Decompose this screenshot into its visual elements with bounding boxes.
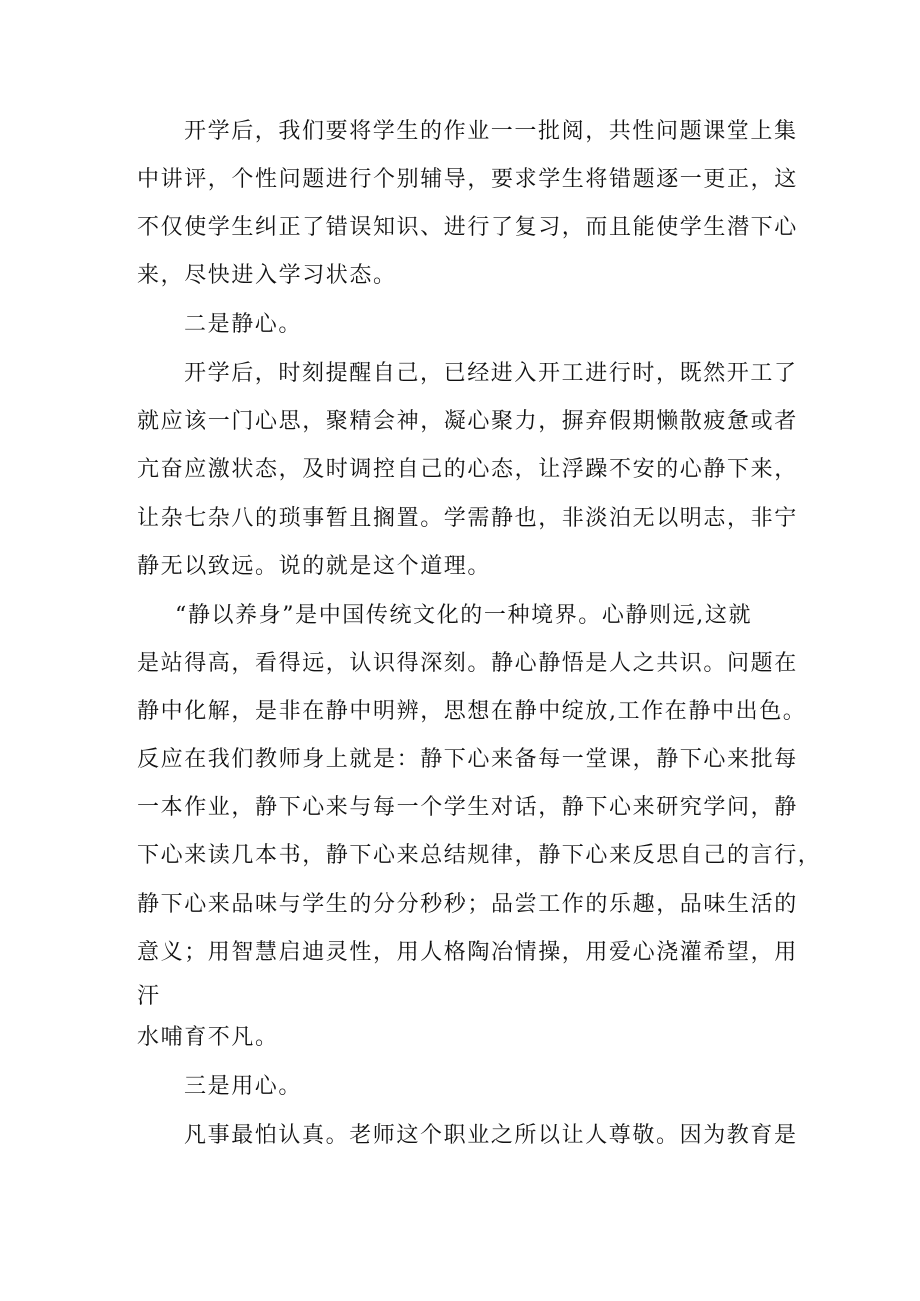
- paragraph-3-line-8: 意义；用智慧启迪灵性，用人格陶冶情操，用爱心浇灌希望，用: [137, 940, 798, 965]
- paragraph-2-line-3: 亢奋应激状态，及时调控自己的心态，让浮躁不安的心静下来，: [137, 457, 798, 482]
- section-heading-yongxin: 三是用心。: [184, 1074, 303, 1099]
- section-heading-jingxin: 二是静心。: [184, 312, 303, 337]
- paragraph-1-line-4: 来，尽快进入学习状态。: [137, 263, 397, 288]
- paragraph-1-line-1: 开学后，我们要将学生的作业一一批阅，共性问题课堂上集: [184, 119, 798, 144]
- paragraph-1-line-2: 中讲评，个性问题进行个别辅导，要求学生将错题逐一更正，这: [137, 167, 798, 192]
- paragraph-3-line-1: “静以养身”是中国传统文化的一种境界。心静则远,这就: [175, 603, 753, 628]
- paragraph-1-line-3: 不仅使学生纠正了错误知识、进行了复习，而且能使学生潜下心: [137, 215, 798, 240]
- paragraph-2-line-4: 让杂七杂八的琐事暂且搁置。学需静也，非淡泊无以明志，非宁: [137, 506, 798, 531]
- paragraph-3-line-6: 下心来读几本书，静下心来总结规律，静下心来反思自己的言行，: [137, 843, 822, 868]
- paragraph-2-line-1: 开学后，时刻提醒自己，已经进入开工进行时，既然开工了: [184, 361, 798, 386]
- paragraph-3-line-5: 一本作业，静下心来与每一个学生对话，静下心来研究学问，静: [137, 795, 798, 820]
- paragraph-2-line-5: 静无以致远。说的就是这个道理。: [137, 554, 492, 579]
- paragraph-3-line-10: 水哺育不凡。: [137, 1025, 279, 1050]
- paragraph-2-line-2: 就应该一门心思，聚精会神，凝心聚力，摒弃假期懒散疲惫或者: [137, 409, 798, 434]
- paragraph-4-line-1: 凡事最怕认真。老师这个职业之所以让人尊敬。因为教育是: [184, 1123, 798, 1148]
- paragraph-3-line-4: 反应在我们教师身上就是：静下心来备每一堂课，静下心来批每: [137, 747, 798, 772]
- paragraph-3-line-3: 静中化解，是非在静中明辨，思想在静中绽放,工作在静中出色。: [137, 699, 807, 724]
- paragraph-3-line-7: 静下心来品味与学生的分分秒秒；品尝工作的乐趣，品味生活的: [137, 892, 798, 917]
- paragraph-3-line-9: 汗: [137, 984, 161, 1009]
- paragraph-3-line-2: 是站得高，看得远，认识得深刻。静心静悟是人之共识。问题在: [137, 651, 798, 676]
